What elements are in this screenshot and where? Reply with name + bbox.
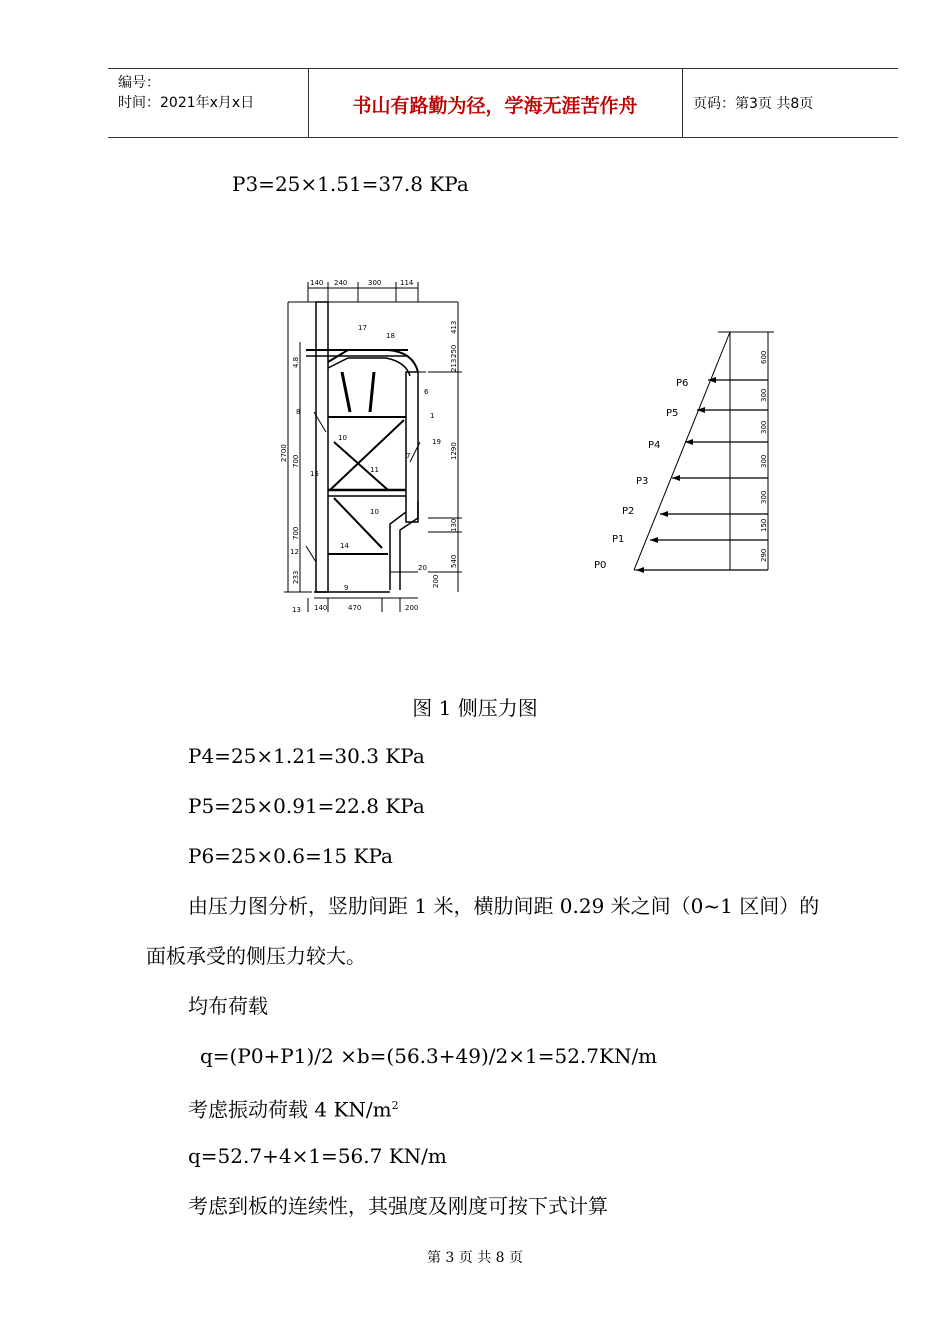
right-dim: 1290 [450,442,458,460]
pressure-label: P6 [676,378,689,389]
analysis-line-1: 由压力图分析，竖肋间距 1 米，横肋间距 0.29 米之间（0~1 区间）的 [188,894,820,918]
right-dim: 413 [450,320,458,334]
header-meta [118,73,254,113]
top-dim: 240 [334,279,348,287]
part-label: 13 [292,606,301,614]
top-dim: 114 [400,279,414,287]
right-dim: 130 [450,518,458,532]
interval-dim: 300 [760,490,768,504]
pressure-label: P5 [666,408,679,419]
q-total: q=52.7+4×1=56.7 KN/m [188,1144,447,1168]
pressure-label: P4 [648,440,661,451]
part-label: 7 [406,452,411,460]
uniform-load-heading: 均布荷载 [188,994,268,1018]
page-footer: 第 3 页 共 8 页 [426,1250,524,1266]
part-label: 11 [370,466,379,474]
date-line: 时间：2021年x月x日 [118,95,255,111]
header-page-info: 页码：第3页 共8页 [693,96,814,112]
part-label: 20 [418,564,427,572]
top-dim: 300 [368,279,382,287]
left-dim: 700 [292,454,300,468]
part-label: 10 [370,508,379,516]
right-dim: 250 [450,344,458,358]
lateral-pressure-diagram [590,324,790,580]
part-label: 18 [386,332,395,340]
bottom-dim: 470 [348,604,362,612]
figure-caption: 图 1 侧压力图 [412,696,538,720]
header-motto: 书山有路勤为径，学海无涯苦作舟 [352,95,638,117]
pressure-label: P1 [612,534,625,545]
top-dim: 140 [310,279,324,287]
left-dim: 700 [292,526,300,540]
continuity-note: 考虑到板的连续性，其强度及刚度可按下式计算 [188,1194,608,1218]
part-label: 14 [340,542,349,550]
pressure-label: P0 [594,560,607,571]
interval-dim: 150 [760,518,768,532]
part-label: 17 [358,324,367,332]
formwork-section-drawing [278,272,478,620]
p5-formula: P5=25×0.91=22.8 KPa [188,794,425,818]
p4-formula: P4=25×1.21=30.3 KPa [188,744,425,768]
part-label: 9 [344,584,349,592]
vibration-load-sup: 2 [391,1099,399,1112]
part-label: 12 [290,548,299,556]
bottom-dim: 200 [405,604,419,612]
part-label: 6 [424,388,429,396]
pressure-label: P2 [622,506,635,517]
page-header [108,68,898,138]
part-label: 10 [338,434,347,442]
p6-formula: P6=25×0.6=15 KPa [188,844,393,868]
header-divider [682,69,683,137]
part-label: 19 [432,438,441,446]
interval-dim: 600 [760,350,768,364]
analysis-line-2: 面板承受的侧压力较大。 [146,944,366,968]
vibration-load-text: 考虑振动荷载 4 KN/m [188,1097,392,1122]
interval-dim: 300 [760,388,768,402]
interval-dim: 300 [760,420,768,434]
pressure-label: P3 [636,476,649,487]
right-dim: 213 [450,358,458,372]
q-formula: q=(P0+P1)/2 ×b=(56.3+49)/2×1=52.7KN/m [200,1044,658,1068]
vibration-load [188,1092,399,1124]
p3-formula: P3=25×1.51=37.8 KPa [232,172,469,196]
right-dim: 540 [450,554,458,568]
part-label: 1 [430,412,435,420]
interval-dim: 300 [760,454,768,468]
part-label: 8 [296,408,301,416]
part-label: 15 [310,470,319,478]
right-dim: 200 [432,574,440,588]
bottom-dim: 140 [314,604,328,612]
left-dim: 233 [292,570,300,584]
interval-dim: 290 [760,548,768,562]
doc-number-label: 编号： [118,75,160,91]
left-dim: 2700 [280,444,288,462]
part-label: 4.8 [292,356,300,368]
